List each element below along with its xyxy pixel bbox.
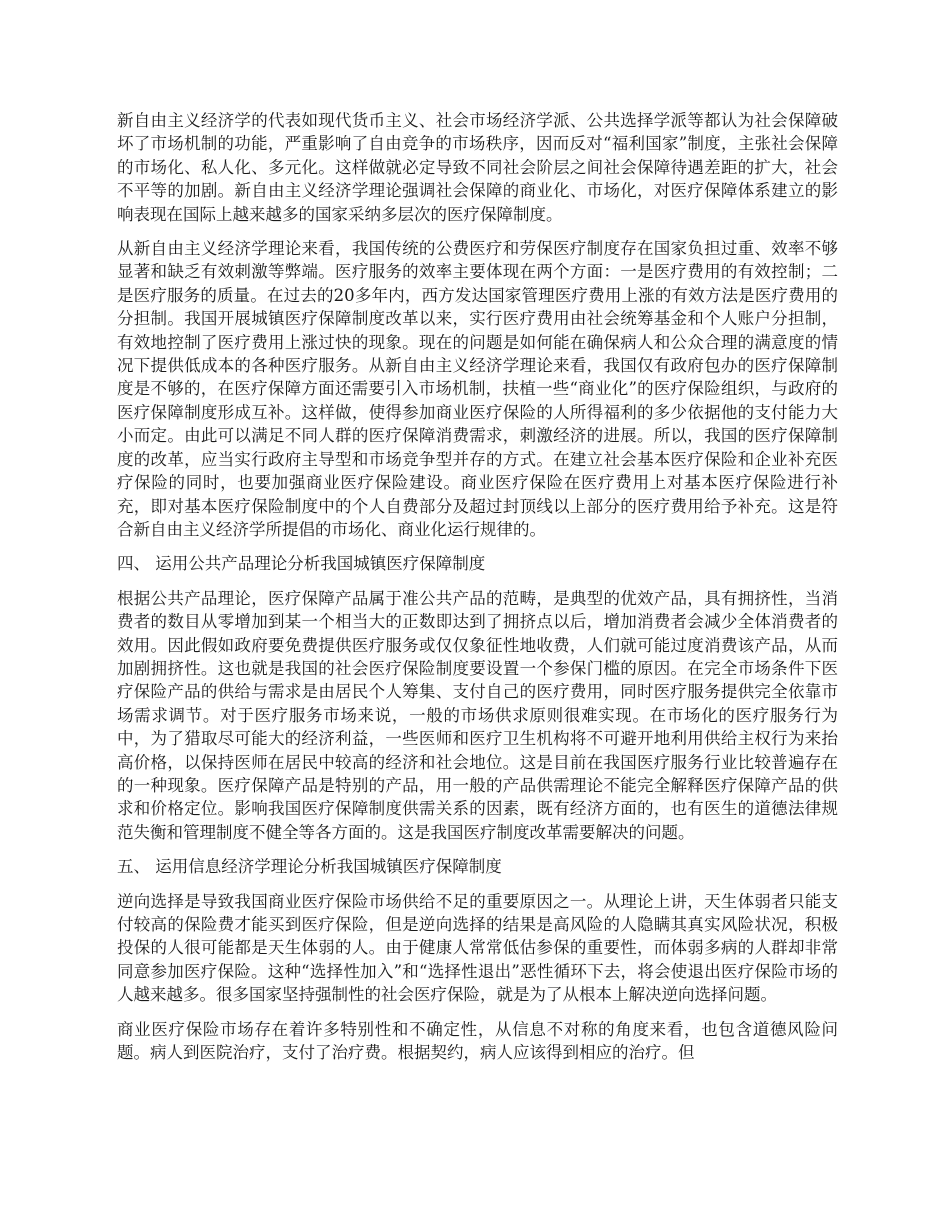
paragraph-public-goods: 根据公共产品理论，医疗保障产品属于准公共产品的范畴，是典型的优效产品，具有拥挤性，当消费者的数目从零增加到某一个相当大的正数即达到了拥挤点以后，增加消费者会减少全体消费者的效用。因此假如政府要免费提供医疗服务或仅仅象征性地收费，人们就可能过度消费该产品，从而加剧拥挤性。这也就是我国的社会医疗保险制度要设置一个参保门槛的原因。在完全市场条件下医疗保险产品的供给与需求是由居民个人筹集、支付自己的医疗费用，同时医疗服务提供完全依靠市场需求调节。对于医疗服务市场来说，一般的市场供求原则很难实现。在市场化的医疗服务行为中，为了猎取尽可能大的经济利益，一些医师和医疗卫生机构将不可避开地利用供给主权行为来抬高价格，以保持医师在居民中较高的经济和社会地位。这是目前在我国医疗服务行业比较普遍存在的一种现象。医疗保障产品是特别的产品，用一般的产品供需理论不能完全解释医疗保障产品的供求和价格定位。影响我国医疗保障制度供需关系的因素，既有经济方面的，也有医生的道德法律规范失衡和管理制度不健全等各方面的。这是我国医疗制度改革需要解决的问题。 — [117, 588, 838, 842]
section-heading-5: 五、 运用信息经济学理论分析我国城镇医疗保障制度 — [117, 857, 502, 877]
paragraph-moral-hazard: 商业医疗保险市场存在着许多特别性和不确定性，从信息不对称的角度来看，也包含道德风险问题。病人到医院治疗，支付了治疗费。根据契约，病人应该得到相应的治疗。但 — [117, 1019, 838, 1063]
paragraph-adverse-selection: 逆向选择是导致我国商业医疗保险市场供给不足的重要原因之一。从理论上讲，天生体弱者只能支付较高的保险费才能买到医疗保险，但是逆向选择的结果是高风险的人隐瞒其真实风险状况，积极投保的人很可能都是天生体弱的人。由于健康人常常低估参保的重要性，而体弱多病的人群却非常同意参加医疗保险。这种“选择性加入”和“选择性退出”恶性循环下去，将会使退出医疗保险市场的人越来越多。很多国家坚持强制性的社会医疗保险，就是为了从根本上解决逆向选择问题。 — [117, 891, 838, 1005]
paragraph-neoliberal-intro: 新自由主义经济学的代表如现代货币主义、社会市场经济学派、公共选择学派等都认为社会保障破坏了市场机制的功能，严重影响了自由竞争的市场秩序，因而反对“福利国家”制度，主张社会保障的市场化、私人化、多元化。这样做就必定导致不同社会阶层之间社会保障待遇差距的扩大，社会不平等的加剧。新自由主义经济学理论强调社会保障的商业化、市场化，对医疗保障体系建立的影响表现在国际上越来越多的国家采纳多层次的医疗保障制度。 — [117, 111, 838, 224]
paragraph-neoliberal-analysis: 从新自由主义经济学理论来看，我国传统的公费医疗和劳保医疗制度存在国家负担过重、效率不够显著和缺乏有效刺激等弊端。医疗服务的效率主要体现在两个方面：一是医疗费用的有效控制；二是医疗服务的质量。在过去的20多年内，西方发达国家管理医疗费用上涨的有效方法是医疗费用的分担制。我国开展城镇医疗保障制度改革以来，实行医疗费用由社会统筹基金和个人账户分担制，有效地控制了医疗费用上涨过快的现象。现在的问题是如何能在确保病人和公众合理的满意度的情况下提供低成本的各种医疗服务。从新自由主义经济学理论来看，我国仅有政府包办的医疗保障制度是不够的，在医疗保障方面还需要引入市场机制，扶植一些“商业化”的医疗保险组织，与政府的医疗保障制度形成互补。这样做，使得参加商业医疗保险的人所得福利的多少依据他的支付能力大小而定。由此可以满足不同人群的医疗保障消费需求，刺激经济的进展。所以，我国的医疗保障制度的改革，应当实行政府主导型和市场竞争型并存的方式。在建立社会基本医疗保险和企业补充医疗保险的同时，也要加强商业医疗保险建设。商业医疗保险在医疗费用上对基本医疗保险进行补充，即对基本医疗保险制度中的个人自费部分及超过封顶线以上部分的医疗费用给予补充。这是符合新自由主义经济学所提倡的市场化、商业化运行规律的。 — [117, 239, 838, 539]
document-page — [117, 109, 838, 1075]
section-heading-4: 四、 运用公共产品理论分析我国城镇医疗保障制度 — [117, 554, 486, 574]
